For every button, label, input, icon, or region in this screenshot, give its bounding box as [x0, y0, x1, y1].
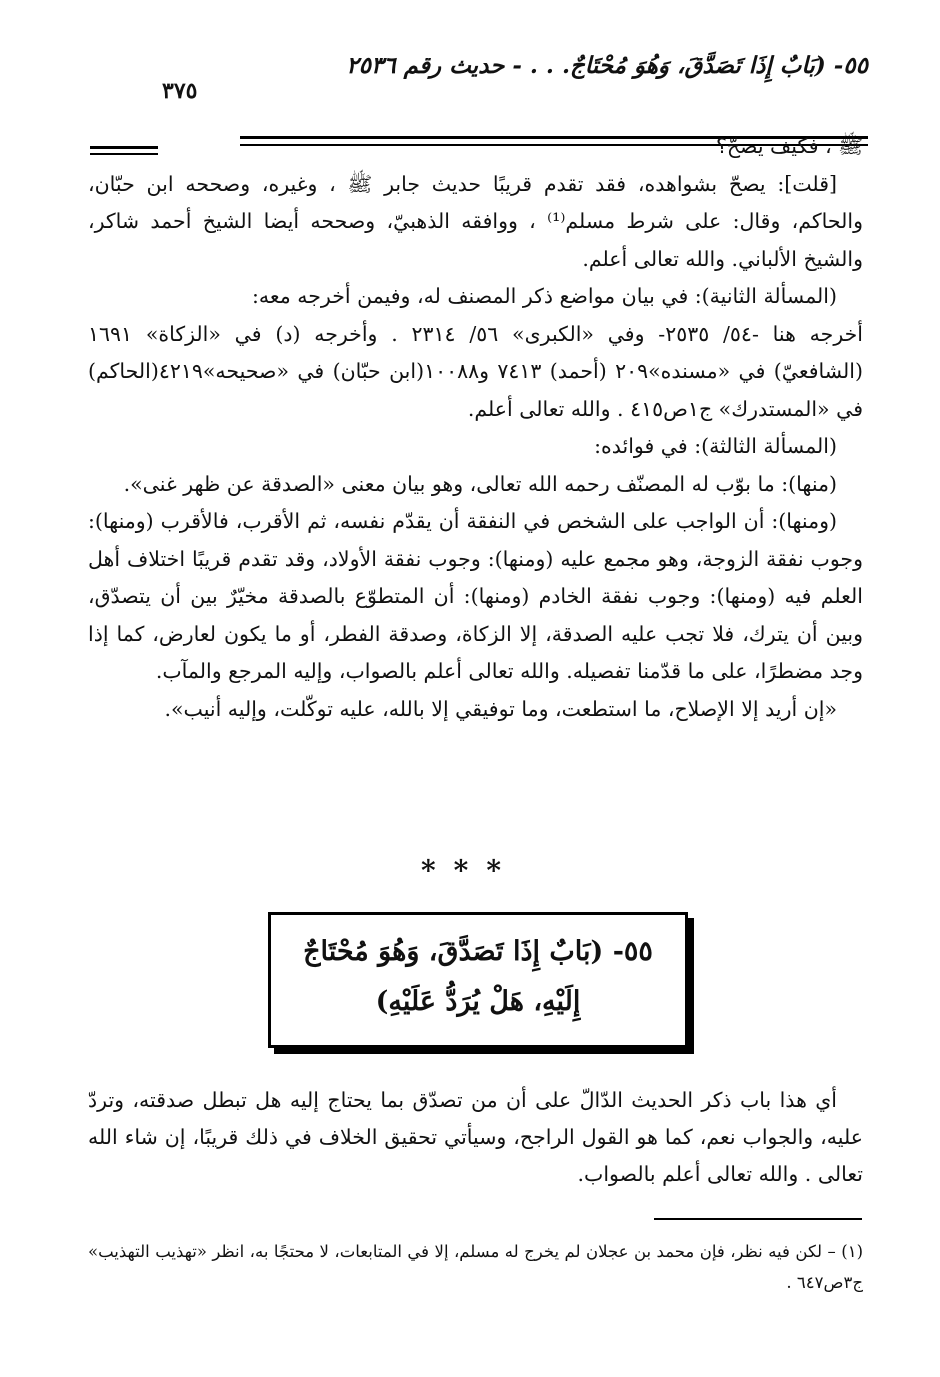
chapter-heading-line: إِلَيْهِ، هَلْ يُرَدُّ عَلَيْهِ) — [375, 986, 581, 1017]
main-text — [88, 128, 863, 728]
section-divider: *** — [421, 854, 519, 887]
paragraph: (المسألة الثانية): في بيان مواضع ذكر المصنف له، وفيمن أخرجه معه: — [251, 284, 837, 308]
paragraph: «إن أريد إلا الإصلاح، ما استطعت، وما توفيقي إلا بالله، عليه توكّلت، وإليه أنيب». — [164, 696, 837, 721]
running-head: ٥٥- (بَابٌ إِذَا تَصَدَّقَ، وَهُوَ مُحْتَاجٌ. . . - حديث رقم ٢٥٣٦ — [346, 52, 868, 79]
paragraph: (منها): ما بوّب له المصنّف رحمه الله تعالى، وهو بيان معنى «الصدقة عن ظهر غنى». — [123, 471, 837, 496]
footnote-rule — [654, 1218, 862, 1220]
paragraph: [قلت]: يصحّ بشواهده، فقد تقدم قريبًا حديث جابر ﷺ ، وغيره، وصححه ابن حبّان، والحاكم، وقال: على شرط مسلم⁽¹⁾ ، ووافقه الذهبيّ، وصححه أيضا الشيخ أحمد شاكر، والشيخ الألباني. والله تعالى أعلم. — [88, 171, 864, 271]
page-header — [90, 52, 868, 112]
chapter-heading-box — [268, 912, 688, 1048]
paragraph: ﷺ ، فكيف يصحّ؟ — [715, 134, 863, 158]
paragraph: أي هذا باب ذكر الحديث الدّالّ على أن من تصدّق بما يحتاج إليه هل تبطل صدقته، وتردّ عليه، والجواب نعم، كما هو القول الراجح، وسيأتي تحقيق الخلاف في ذلك قريبًا، إن شاء الله تعالى . والله تعالى أعلم بالصواب. — [88, 1088, 863, 1186]
paragraph: (المسألة الثالثة): في فوائده: — [594, 434, 837, 458]
footnote: (١) – لكن فيه نظر، فإن محمد بن عجلان لم يخرج له مسلم، إلا في المتابعات، لا محتجًا به، انظر «تهذيب التهذيب» ج٣ص٦٤٧ . — [88, 1242, 863, 1292]
page-number: ٣٧٥ — [162, 78, 198, 104]
chapter-heading-line: ٥٥- (بَابٌ إِذَا تَصَدَّقَ، وَهُوَ مُحْتَاجٌ — [303, 936, 653, 967]
chapter-intro — [88, 1082, 863, 1193]
paragraph: (ومنها): أن الواجب على الشخص في النفقة أن يقدّم نفسه، ثم الأقرب، فالأقرب (ومنها): وجوب نفقة الزوجة، وهو مجمع عليه (ومنها): وجوب نفقة الأولاد، وقد تقدم قريبًا اختلاف أهل العلم فيه (ومنها): وجوب نفقة الخادم (ومنها): أن المتطوّع بالصدقة مخيّرٌ بين أن يتصدّق، وبين أن يترك، فلا تجب عليه الصدقة، إلا الزكاة، وصدقة الفطر، أو ما يكون لعارض، كما إذا وجد مضطرًا، على ما قدّمنا تفصيله. والله تعالى أعلم بالصواب، وإليه المرجع والمآب. — [88, 509, 863, 683]
paragraph: أخرجه هنا -٥٤/ ٢٥٣٥- وفي «الكبرى» ٥٦/ ٢٣١٤ . وأخرجه (د) في «الزكاة» ١٦٩١ (الشافعيّ) في «مسنده»٢٠٩ (أحمد) ٧٤١٣ و١٠٠٨٨(ابن حبّان) في «صحيحه»٤٢١٩(الحاكم) في «المستدرك» ج١ص٤١٥ . والله تعالى أعلم. — [88, 321, 863, 421]
